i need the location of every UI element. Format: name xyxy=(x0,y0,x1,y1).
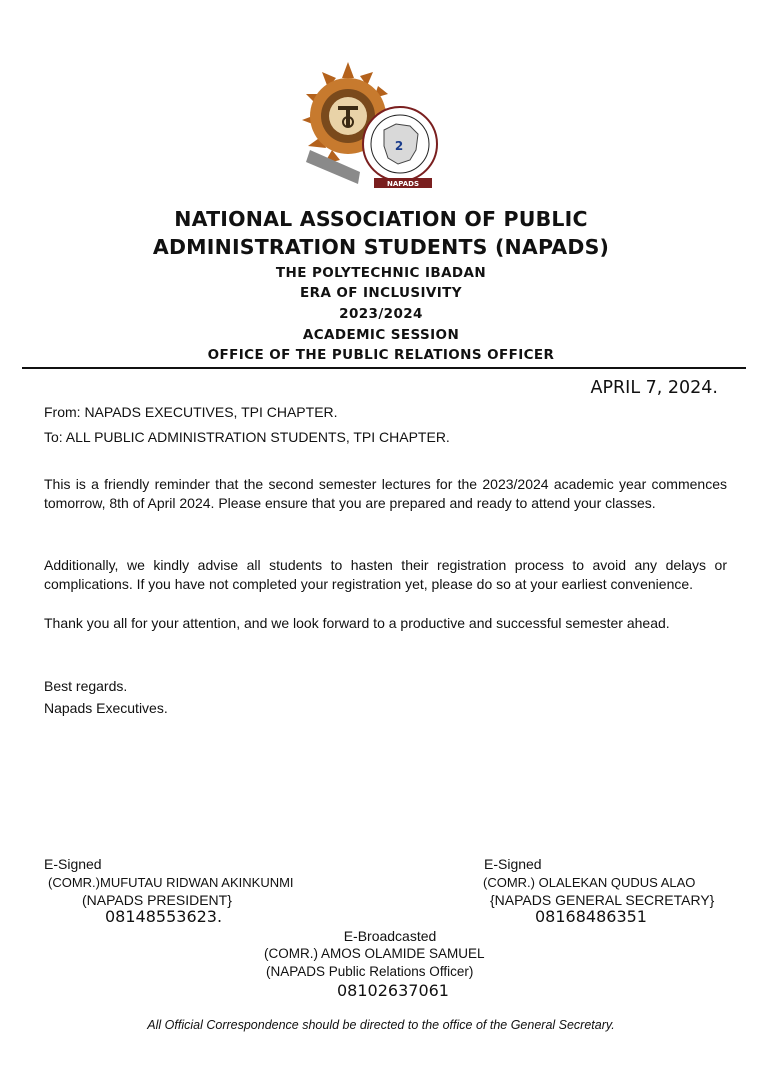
right-signature-label: E-Signed xyxy=(484,856,542,872)
letter-paragraph-3: Thank you all for your attention, and we look forward to a productive and successful semester ahead. xyxy=(44,615,670,631)
svg-text:NAPADS: NAPADS xyxy=(386,180,420,188)
org-title-line1: NATIONAL ASSOCIATION OF PUBLIC xyxy=(174,207,588,231)
letter-paragraph-1: This is a friendly reminder that the second semester lectures for the 2023/2024 academic year commences tomorrow, 8th of April 2024. Please ensure that you are prepared and ready to attend your classes. xyxy=(44,476,727,511)
center-signature-name: (COMR.) AMOS OLAMIDE SAMUEL xyxy=(264,946,485,961)
org-title-line2: ADMINISTRATION STUDENTS (NAPADS) xyxy=(152,235,610,259)
letter-from: From: NAPADS EXECUTIVES, TPI CHAPTER. xyxy=(44,404,338,420)
right-signature-phone: 08168486351 xyxy=(535,907,647,926)
left-signature-phone: 08148553623. xyxy=(105,907,223,926)
office-name: OFFICE OF THE PUBLIC RELATIONS OFFICER xyxy=(207,347,555,363)
letter-closing: Best regards. xyxy=(44,678,128,694)
center-signature-role: (NAPADS Public Relations Officer) xyxy=(266,964,474,979)
right-signature-name: (COMR.) OLALEKAN QUDUS ALAO xyxy=(483,875,696,890)
institution-name: THE POLYTECHNIC IBADAN xyxy=(275,265,487,281)
svg-text:2: 2 xyxy=(394,139,404,153)
footer-note: All Official Correspondence should be directed to the office of the General Secretary. xyxy=(147,1018,615,1032)
letter-closing-name: Napads Executives. xyxy=(44,700,168,716)
left-signature-name: (COMR.)MUFUTAU RIDWAN AKINKUNMI xyxy=(48,875,294,890)
letter-to: To: ALL PUBLIC ADMINISTRATION STUDENTS, TPI CHAPTER. xyxy=(44,429,450,445)
left-signature-label: E-Signed xyxy=(44,856,102,872)
session-label: ACADEMIC SESSION xyxy=(302,327,460,343)
letter-paragraph-2: Additionally, we kindly advise all students to hasten their registration process to avoid any delays or complications. If you have not completed your registration yet, please do so at your earliest convenience. xyxy=(44,557,727,592)
letterhead-logo xyxy=(300,60,450,196)
right-signature-role: {NAPADS GENERAL SECRETARY} xyxy=(490,892,715,908)
letterhead-divider xyxy=(22,367,746,369)
letter-date: APRIL 7, 2024. xyxy=(590,378,718,398)
session-year: 2023/2024 xyxy=(339,306,423,322)
center-signature-phone: 08102637061 xyxy=(337,981,449,1000)
center-signature-label: E-Broadcasted xyxy=(343,928,437,944)
napads-seal-icon xyxy=(363,107,437,188)
session-theme: ERA OF INCLUSIVITY xyxy=(300,285,462,301)
left-signature-role: (NAPADS PRESIDENT} xyxy=(82,892,232,908)
